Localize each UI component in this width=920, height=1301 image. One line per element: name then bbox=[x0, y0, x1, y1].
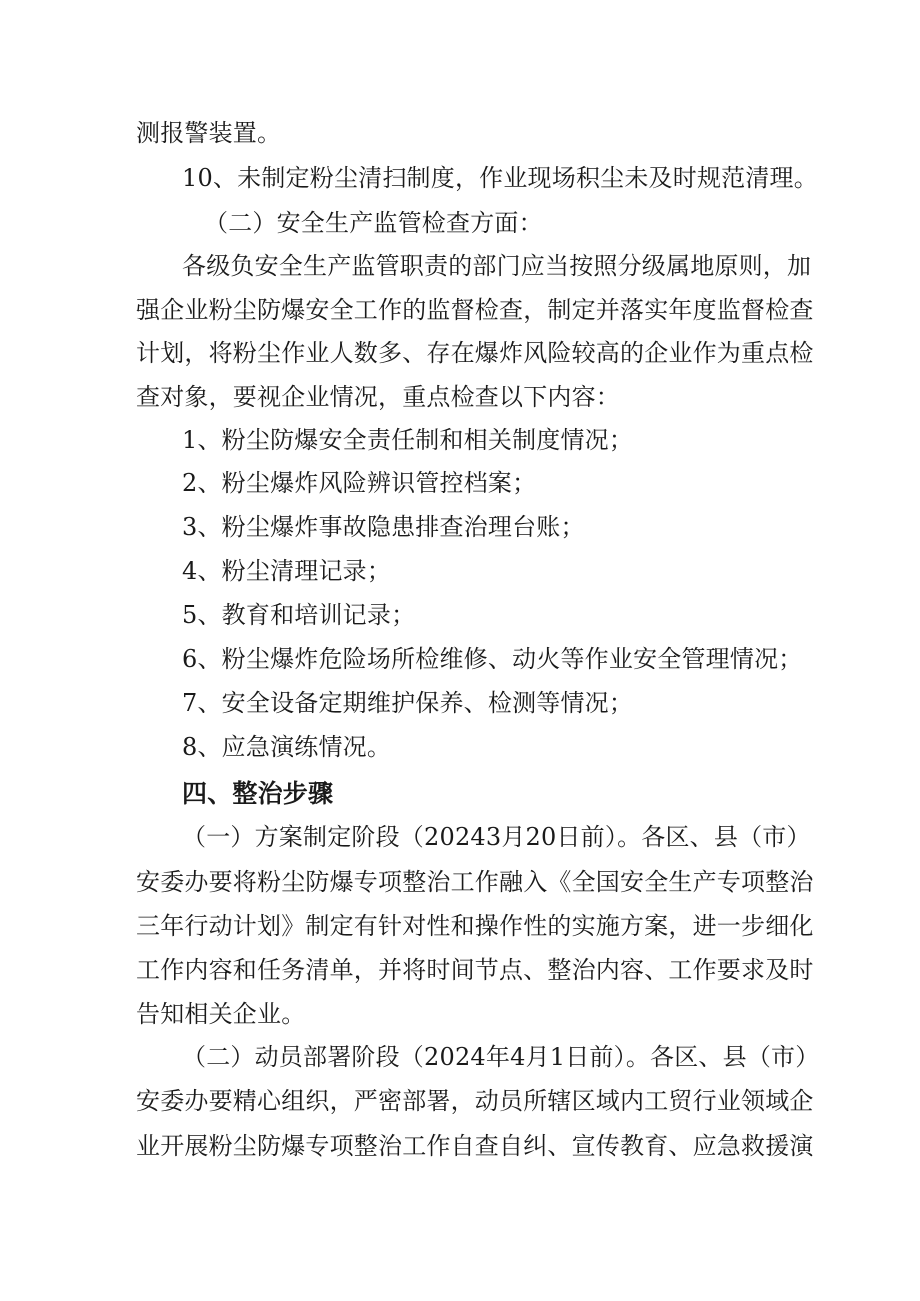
paragraph-continuation: 测报警装置。 bbox=[136, 119, 282, 147]
list-item: 6、粉尘爆炸危险场所检维修、动火等作业安全管理情况； bbox=[182, 645, 803, 673]
paragraph-line: 三年行动计划》制定有针对性和操作性的实施方案，进一步细化 bbox=[136, 912, 814, 940]
section-heading: 四、整治步骤 bbox=[182, 779, 334, 808]
list-item: 2、粉尘爆炸风险辨识管控档案； bbox=[182, 469, 537, 497]
list-item: 1、粉尘防爆安全责任制和相关制度情况； bbox=[182, 426, 634, 454]
section-subheading: （二）安全生产监管检查方面： bbox=[204, 209, 543, 237]
paragraph-line: 计划，将粉尘作业人数多、存在爆炸风险较高的企业作为重点检 bbox=[136, 339, 814, 367]
paragraph-line: （二）动员部署阶段（2024年4月1日前）。各区、县（市） bbox=[182, 1043, 820, 1071]
paragraph-line: 告知相关企业。 bbox=[136, 1000, 306, 1028]
list-item: 4、粉尘清理记录； bbox=[182, 557, 392, 585]
list-item: 5、教育和培训记录； bbox=[182, 601, 416, 629]
list-item-10: 10、未制定粉尘清扫制度，作业现场积尘未及时规范清理。 bbox=[182, 164, 818, 192]
paragraph-line: （一）方案制定阶段（20243月20日前）。各区、县（市） bbox=[182, 823, 811, 851]
paragraph-line: 业开展粉尘防爆专项整治工作自查自纠、宣传教育、应急救援演 bbox=[136, 1132, 814, 1160]
paragraph-line: 安委办要精心组织，严密部署，动员所辖区域内工贸行业领域企 bbox=[136, 1087, 814, 1115]
paragraph-line: 安委办要将粉尘防爆专项整治工作融入《全国安全生产专项整治 bbox=[136, 868, 814, 896]
paragraph-line: 各级负安全生产监管职责的部门应当按照分级属地原则，加 bbox=[182, 252, 812, 280]
list-item: 3、粉尘爆炸事故隐患排查治理台账； bbox=[182, 513, 585, 541]
paragraph-line: 查对象，要视企业情况，重点检查以下内容： bbox=[136, 383, 620, 411]
list-item: 7、安全设备定期维护保养、检测等情况； bbox=[182, 689, 634, 717]
list-item: 8、应急演练情况。 bbox=[182, 733, 392, 761]
paragraph-line: 强企业粉尘防爆安全工作的监督检查，制定并落实年度监督检查 bbox=[136, 296, 814, 324]
paragraph-line: 工作内容和任务清单，并将时间节点、整治内容、工作要求及时 bbox=[136, 956, 814, 984]
